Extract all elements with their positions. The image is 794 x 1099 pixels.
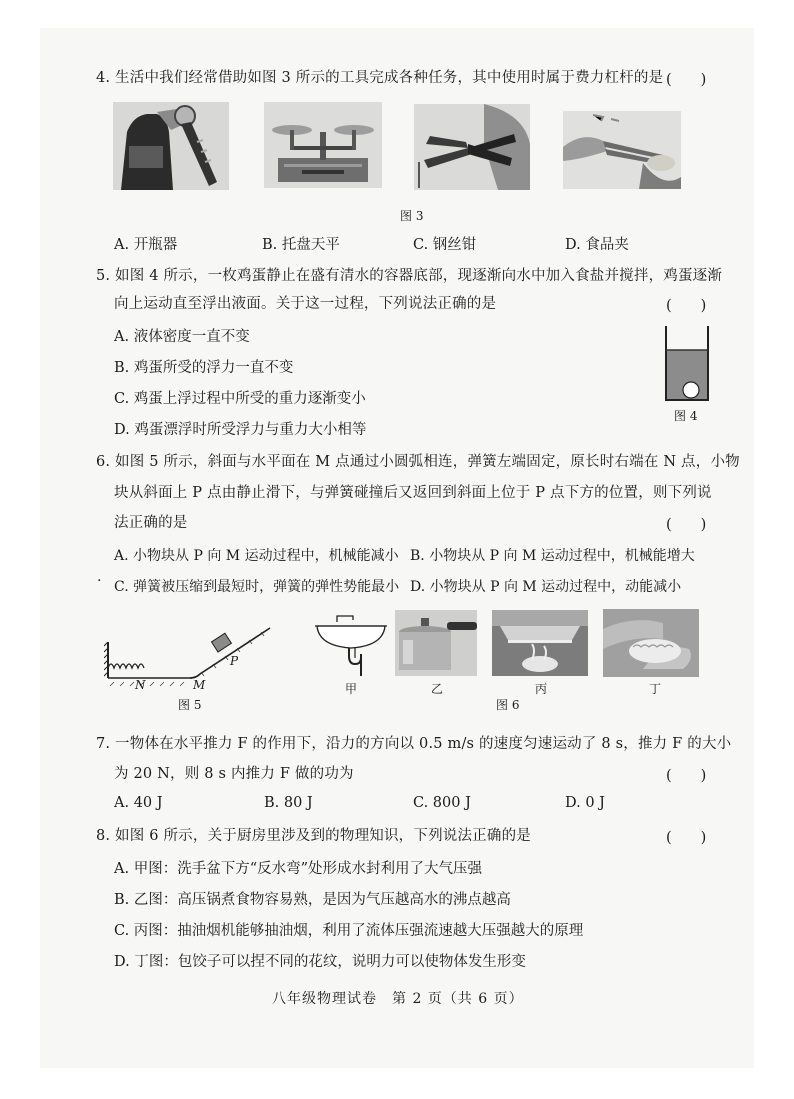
fig6-sink-trap-drawing xyxy=(313,612,389,676)
figure-5-incline-diagram xyxy=(104,622,276,692)
fig6-pressure-cooker-photo xyxy=(395,610,477,676)
q7-option-c: C. 800 J xyxy=(413,795,471,811)
bottle-opener-photo xyxy=(113,102,229,190)
q6-option-d: D. 小物块从 P 向 M 运动过程中，动能减小 xyxy=(410,579,682,595)
figure-3-caption: 图 3 xyxy=(400,209,424,223)
fig6-range-hood-photo xyxy=(492,610,588,676)
fig5-label-p: P xyxy=(230,654,239,668)
q7-option-a: A. 40 J xyxy=(114,795,163,811)
fig6-dumpling-photo xyxy=(603,609,699,677)
q4-option-c: C. 钢丝钳 xyxy=(413,237,477,253)
pliers-photo xyxy=(414,104,530,190)
stray-mark: · xyxy=(97,573,102,589)
q6-stem-line1: 6. 如图 5 所示，斜面与水平面在 M 点通过小圆弧相连，弹簧左端固定，原长时右端在 N 点，小物 xyxy=(96,454,740,470)
q8-option-b: B. 乙图：高压锅煮食物容易熟，是因为气压越高水的沸点越高 xyxy=(114,892,511,908)
q6-option-c: C. 弹簧被压缩到最短时，弹簧的弹性势能最小 xyxy=(114,579,400,595)
figure-5-caption: 图 5 xyxy=(178,698,202,712)
figure-4-egg-container xyxy=(664,326,712,402)
fig5-label-m: M xyxy=(193,678,206,692)
q4-option-b: B. 托盘天平 xyxy=(262,237,340,253)
q8-answer-paren: ( ) xyxy=(666,830,707,846)
q6-answer-paren: ( ) xyxy=(666,517,707,533)
q4-option-a: A. 开瓶器 xyxy=(114,237,178,253)
fig6-label-yi: 乙 xyxy=(431,682,444,696)
figure-6-caption: 图 6 xyxy=(496,698,520,712)
q5-stem-line2: 向上运动直至浮出液面。关于这一过程，下列说法正确的是 xyxy=(114,296,497,312)
food-tongs-photo xyxy=(563,111,681,189)
q5-option-a: A. 液体密度一直不变 xyxy=(114,329,250,345)
q6-option-b: B. 小物块从 P 向 M 运动过程中，机械能增大 xyxy=(410,548,695,564)
q8-option-c: C. 丙图：抽油烟机能够抽油烟，利用了流体压强流速越大压强越大的原理 xyxy=(114,923,584,939)
q7-stem-line2: 为 20 N，则 8 s 内推力 F 做的功为 xyxy=(114,766,354,782)
q8-option-a: A. 甲图：洗手盆下方“反水弯”处形成水封利用了大气压强 xyxy=(114,861,483,877)
q5-option-d: D. 鸡蛋漂浮时所受浮力与重力大小相等 xyxy=(114,422,367,438)
fig6-label-bing: 丙 xyxy=(535,682,548,696)
balance-scale-photo xyxy=(264,102,382,188)
fig5-label-n: N xyxy=(135,678,146,692)
page-footer: 八年级物理试卷 第 2 页（共 6 页） xyxy=(272,991,524,1007)
q5-option-c: C. 鸡蛋上浮过程中所受的重力逐渐变小 xyxy=(114,391,366,407)
q5-option-b: B. 鸡蛋所受的浮力一直不变 xyxy=(114,360,294,376)
q7-stem-line1: 7. 一物体在水平推力 F 的作用下，沿力的方向以 0.5 m/s 的速度匀速运动了 8 s，推力 F 的大小 xyxy=(96,736,732,752)
fig6-label-ding: 丁 xyxy=(649,682,662,696)
fig6-label-jia: 甲 xyxy=(345,682,358,696)
q7-option-b: B. 80 J xyxy=(264,795,313,811)
q4-answer-paren: ( ) xyxy=(666,72,707,88)
q4-stem: 4. 生活中我们经常借助如图 3 所示的工具完成各种任务，其中使用时属于费力杠杆的是 xyxy=(96,70,664,86)
q8-stem: 8. 如图 6 所示，关于厨房里涉及到的物理知识，下列说法正确的是 xyxy=(96,828,531,844)
q8-option-d: D. 丁图：包饺子可以捏不同的花纹，说明力可以使物体发生形变 xyxy=(114,954,526,970)
q7-option-d: D. 0 J xyxy=(565,795,605,811)
q6-stem-line3: 法正确的是 xyxy=(114,515,188,531)
q6-option-a: A. 小物块从 P 向 M 运动过程中，机械能减小 xyxy=(114,548,399,564)
q4-option-d: D. 食品夹 xyxy=(565,237,629,253)
q6-stem-line2: 块从斜面上 P 点由静止滑下，与弹簧碰撞后又返回到斜面上位于 P 点下方的位置，则下列说 xyxy=(114,485,712,501)
q5-stem-line1: 5. 如图 4 所示，一枚鸡蛋静止在盛有清水的容器底部，现逐渐向水中加入食盐并搅拌，鸡蛋逐渐 xyxy=(96,268,723,284)
q7-answer-paren: ( ) xyxy=(666,768,707,784)
q5-answer-paren: ( ) xyxy=(666,298,707,314)
figure-4-caption: 图 4 xyxy=(674,409,698,423)
